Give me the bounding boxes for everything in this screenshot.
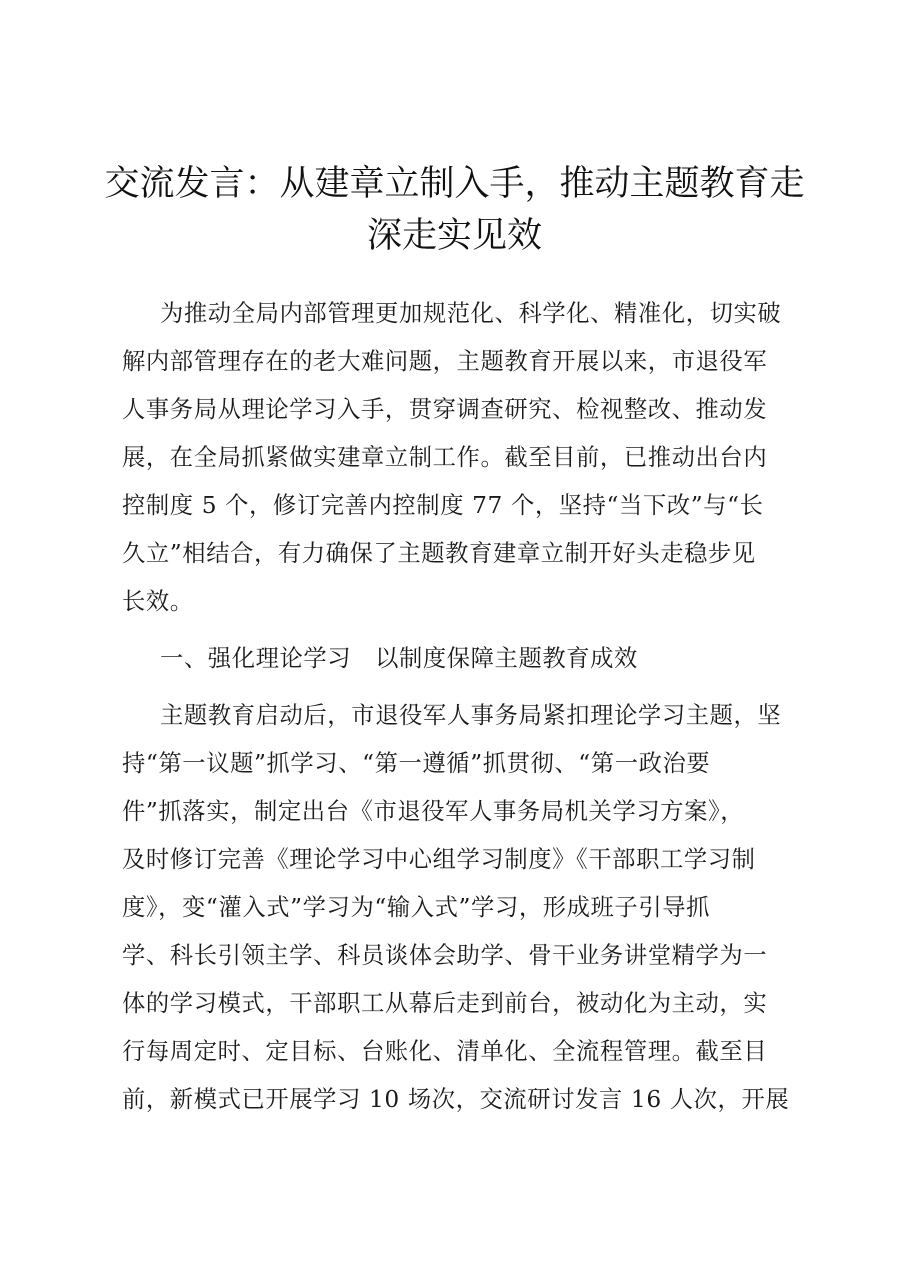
document-title (100, 158, 809, 262)
paragraph-1-line-4: 展，在全局抓紧做实建章立制工作。截至目前，已推动出台内 (122, 444, 768, 471)
paragraph-2-line-5: 度》，变“灌入式”学习为“输入式”学习，形成班子引导抓 (122, 894, 711, 921)
paragraph-1-line-6: 久立”相结合，有力确保了主题教育建章立制开好头走稳步见 (122, 540, 756, 567)
paragraph-2-line-9: 前，新模式已开展学习 10 场次，交流研讨发言 16 人次，开展 (122, 1086, 790, 1113)
paragraph-1-line-1: 为推动全局内部管理更加规范化、科学化、精准化，切实破 (160, 300, 782, 327)
paragraph-2-line-3: 件”抓落实，制定出台《市退役军人事务局机关学习方案》， (122, 798, 745, 825)
paragraph-2-line-1: 主题教育启动后，市退役军人事务局紧扣理论学习主题，坚 (160, 702, 782, 729)
paragraph-2-line-4: 及时修订完善《理论学习中心组学习制度》《干部职工学习制 (122, 846, 756, 873)
paragraph-1-line-2: 解内部管理存在的老大难问题，主题教育开展以来，市退役军 (122, 348, 768, 375)
title-line-1: 交流发言：从建章立制入手，推动主题教育走 (104, 164, 805, 204)
paragraph-2-line-8: 行每周定时、定目标、台账化、清单化、全流程管理。截至目 (122, 1038, 768, 1065)
title-line-2: 深走实见效 (366, 216, 542, 256)
section-heading-1: 一、强化理论学习 以制度保障主题教育成效 (160, 645, 638, 672)
paragraph-2-line-7: 体的学习模式，干部职工从幕后走到前台，被动化为主动，实 (122, 990, 768, 1017)
paragraph-2-line-2: 持“第一议题”抓学习、“第一遵循”抓贯彻、“第一政治要 (122, 750, 711, 777)
paragraph-1-line-5: 控制度 5 个，修订完善内控制度 77 个，坚持“当下改”与“长 (122, 492, 764, 519)
paragraph-2-line-6: 学、科长引领主学、科员谈体会助学、骨干业务讲堂精学为一 (122, 942, 768, 969)
paragraph-1-line-7: 长效。 (122, 588, 194, 615)
paragraph-1-line-3: 人事务局从理论学习入手，贯穿调查研究、检视整改、推动发 (122, 396, 768, 423)
